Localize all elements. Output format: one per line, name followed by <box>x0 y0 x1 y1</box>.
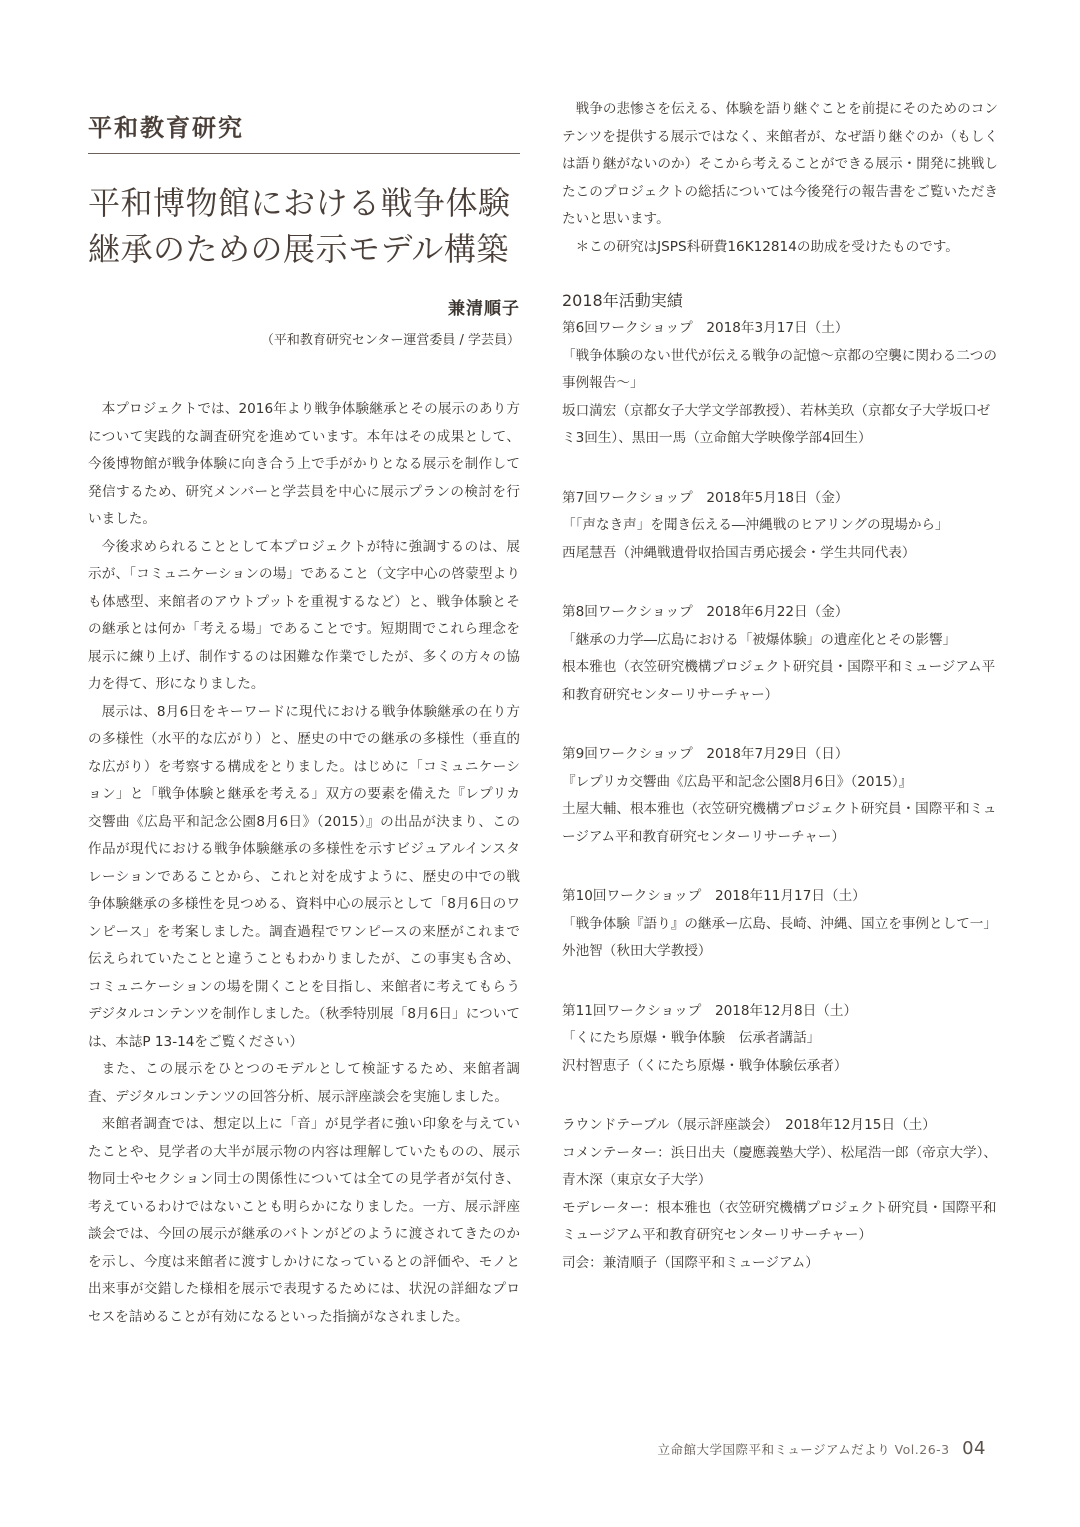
page-footer <box>657 1438 986 1459</box>
activities-list <box>562 315 998 1277</box>
activity-event <box>562 599 998 709</box>
event-line: 土屋大輔、根本雅也（衣笠研究機構プロジェクト研究員・国際平和ミュージアム平和教育研究センターリサーチャー） <box>562 801 997 845</box>
event-header: 第11回ワークショップ 2018年12月8日（土） <box>562 1002 858 1019</box>
event-line: 司会：兼清順子（国際平和ミュージアム） <box>562 1254 819 1271</box>
article-title: 平和博物館における戦争体験継承のための展示モデル構築 <box>88 184 511 268</box>
event-line: 西尾慧吾（沖縄戦遺骨収拾国吉勇応援会・学生共同代表） <box>562 544 916 561</box>
activities-heading: 2018年活動実績 <box>562 291 683 310</box>
event-line: モデレーター：根本雅也（衣笠研究機構プロジェクト研究員・国際平和ミュージアム平和教育研究センターリサーチャー） <box>562 1199 997 1243</box>
activity-event <box>562 883 998 966</box>
event-line: 沢村智恵子（くにたち原爆・戦争体験伝承者） <box>562 1057 848 1074</box>
body-paragraph: 来館者調査では、想定以上に「音」が見学者に強い印象を与えていたことや、見学者の大半が展示物の内容は理解していたものの、展示物同士やセクション同士の関係性については全ての見学者が気付き、考えているわけではないことも明らかになりました。一方、展示評座談会では、今回の展示が継承のバトンがどのように渡されてきたのかを示し、今度は来館者に渡すしかけになっているとの評価や、モノと出来事が交錯した様相を展示で表現するためには、状況の詳細なプロセスを詰めることが有効になるといった指摘がなされました。 <box>88 1116 520 1325</box>
body-paragraph: 今後求められることとして本プロジェクトが特に強調するのは、展示が、「コミュニケーションの場」であること（文字中心の啓蒙型よりも体感型、来館者のアウトプットを重視するなど）と、戦争体験とその継承とは何か「考える場」であることです。短期間でこれら理念を展示に練り上げ、制作するのは困難な作業でしたが、多くの方々の協力を得て、形になりました。 <box>88 538 520 692</box>
event-header: 第6回ワークショップ 2018年3月17日（土） <box>562 320 849 336</box>
event-line: 「「声なき声」を聞き伝える―沖縄戦のヒアリングの現場から」 <box>562 517 949 533</box>
event-line: 根本雅也（衣笠研究機構プロジェクト研究員・国際平和ミュージアム平和教育研究センターリサーチャー） <box>562 659 996 703</box>
article-body <box>88 396 520 1331</box>
event-line: 「継承の力学―広島における「被爆体験」の遺産化とその影響」 <box>562 631 957 648</box>
left-column <box>88 108 520 1331</box>
activity-event <box>562 741 998 851</box>
author-affiliation: （平和教育研究センター運営委員 / 学芸員） <box>260 333 520 348</box>
author-name: 兼清順子 <box>448 299 520 319</box>
body-paragraph: 本プロジェクトでは、2016年より戦争体験継承とその展示のあり方について実践的な調査研究を進めています。本年はその成果として、今後博物館が戦争体験に向き合う上で手がかりとなる展示を制作して発信するため、研究メンバーと学芸員を中心に展示プランの検討を行いました。 <box>88 401 520 527</box>
event-line: 「くにたち原爆・戦争体験 伝承者講話」 <box>562 1030 821 1046</box>
event-header: 第10回ワークショップ 2018年11月17日（土） <box>562 888 866 904</box>
body-paragraph: 展示は、8月6日をキーワードに現代における戦争体験継承の在り方の多様性（水平的な広がり）と、歴史の中での継承の多様性（垂直的な広がり）を考察する構成をとりました。はじめに「コミュニケーション」と「戦争体験と継承を考える」双方の要素を備えた『レプリカ交響曲《広島平和記念公園8月6日》（2015）』の出品が決まり、この作品が現代における戦争体験継承の多様性を示すビジュアルインスタレーションであることから、これと対を成すように、歴史の中での戦争体験継承の多様性を見つめる、資料中心の展示として「8月6日のワンピース」を考案しました。調査過程でワンピースの来歴がこれまで伝えられていたことと違うこともわかりましたが、この事実も含め、コミュニケーションの場を開くことを目指し、来館者に考えてもらうデジタルコンテンツを制作しました。（秋季特別展「8月6日」については、本誌P 13-14をご覧ください） <box>88 703 520 1050</box>
event-line: 「戦争体験のない世代が伝える戦争の記憶〜京都の空襲に関わる二つの事例報告〜」 <box>562 347 997 391</box>
event-line: 「戦争体験『語り』の継承ー広島、長崎、沖縄、国立を事例として一」 <box>562 915 997 932</box>
funding-note: ＊この研究はJSPS科研費16K12814の助成を受けたものです。 <box>575 238 959 255</box>
event-line: 『レプリカ交響曲《広島平和記念公園8月6日》（2015）』 <box>562 773 913 790</box>
section-label: 平和教育研究 <box>88 108 520 154</box>
body-paragraph: 戦争の悲惨さを伝える、体験を語り継ぐことを前提にそのためのコンテンツを提供する展示ではなく、来館者が、なぜ語り継ぐのか（もしくは語り継がないのか）そこから考えることができる展示・開発に挑戦したこのプロジェクトの総括については今後発行の報告書をご覧いただきたいと思います。 <box>562 101 998 227</box>
event-line: 外池智（秋田大学教授） <box>562 943 712 959</box>
right-column <box>562 96 998 1277</box>
event-header: 第9回ワークショップ 2018年7月29日（日） <box>562 746 849 762</box>
activity-event <box>562 998 998 1081</box>
publication-name: 立命館大学国際平和ミュージアムだより <box>657 1442 891 1457</box>
body-paragraph: また、この展示をひとつのモデルとして検証するため、来館者調査、デジタルコンテンツの回答分析、展示評座談会を実施しました。 <box>88 1061 520 1105</box>
activity-event <box>562 315 998 453</box>
event-header: 第8回ワークショップ 2018年6月22日（金） <box>562 604 849 620</box>
activity-event <box>562 1112 998 1277</box>
article-body-continued <box>562 96 998 261</box>
event-line: コメンテーター：浜日出夫（慶應義塾大学）、松尾浩一郎（帝京大学）、青木深（東京女子大学） <box>562 1144 997 1188</box>
activity-event <box>562 485 998 568</box>
volume-number: Vol.26-3 <box>894 1442 950 1457</box>
event-line: 坂口満宏（京都女子大学文学部教授）、若林美玖（京都女子大学坂口ゼミ3回生）、黒田一馬（立命館大学映像学部4回生） <box>562 402 991 446</box>
page-number: 04 <box>962 1438 986 1459</box>
event-header: 第7回ワークショップ 2018年5月18日（金） <box>562 489 849 506</box>
event-header: ラウンドテーブル（展示評座談会） 2018年12月15日（土） <box>562 1117 936 1133</box>
